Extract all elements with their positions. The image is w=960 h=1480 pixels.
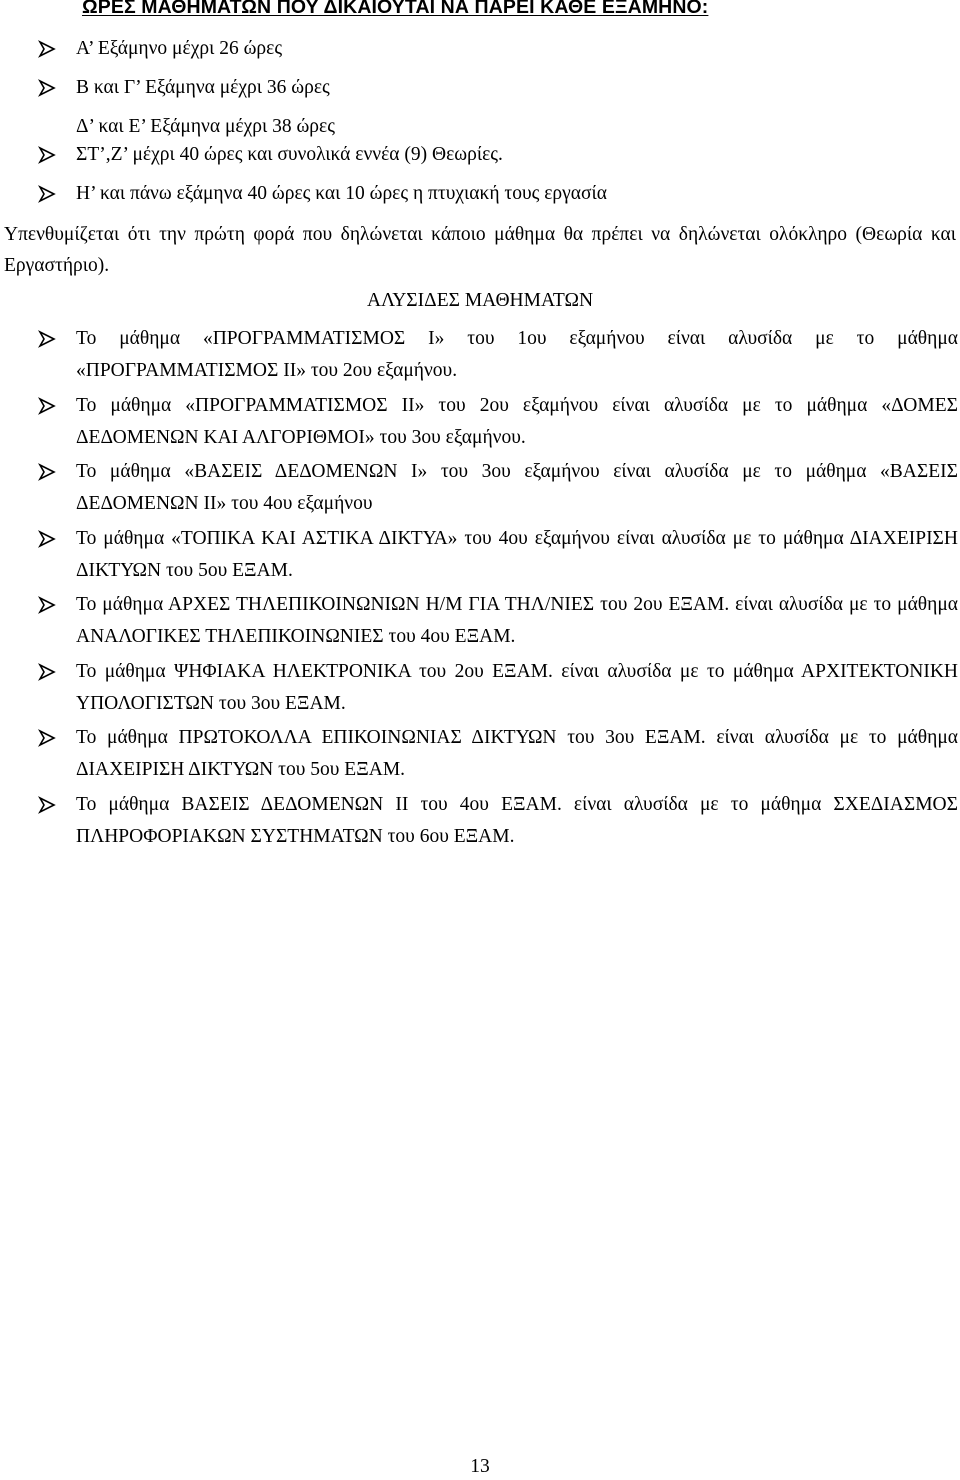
chain-item: Το μάθημα «ΤΟΠΙΚΑ ΚΑΙ ΑΣΤΙΚΑ ΔΙΚΤΥΑ» του 4ου εξαμήνου είναι αλυσίδα με το μάθημα ΔΙΑΧΕΙΡΙΣΗ ΔΙΚΤΥΩΝ του 5ου ΕΞΑΜ. <box>76 528 958 581</box>
hours-item: Δ’ και Ε’ Εξάμηνα μέχρι 38 ώρες <box>76 116 335 137</box>
chain-item: Το μάθημα ΒΑΣΕΙΣ ΔΕΔΟΜΕΝΩΝ ΙΙ του 4ου ΕΞΑΜ. είναι αλυσίδα με το μάθημα ΣΧΕΔΙΑΣΜΟΣ ΠΛΗΡΟΦΟΡΙΑΚΩΝ ΣΥΣΤΗΜΑΤΩΝ του 6ου ΕΞΑΜ. <box>76 794 958 847</box>
chain-item: Το μάθημα «ΒΑΣΕΙΣ ΔΕΔΟΜΕΝΩΝ Ι» του 3ου εξαμήνου είναι αλυσίδα με το μάθημα «ΒΑΣΕΙΣ ΔΕΔΟΜΕΝΩΝ ΙΙ» του 4ου εξαμήνου <box>76 461 958 514</box>
arrowhead-bullet-icon <box>38 663 56 681</box>
arrowhead-bullet-icon <box>38 146 56 164</box>
hours-item: Β και Γ’ Εξάμηνα μέχρι 36 ώρες <box>76 77 330 98</box>
chain-item: Το μάθημα «ΠΡΟΓΡΑΜΜΑΤΙΣΜΟΣ ΙΙ» του 2ου εξαμήνου είναι αλυσίδα με το μάθημα «ΔΟΜΕΣ ΔΕΔΟΜΕΝΩΝ ΚΑΙ ΑΛΓΟΡΙΘΜΟΙ» του 3ου εξαμήνου. <box>76 395 958 448</box>
page-number: 13 <box>470 1456 490 1477</box>
section-heading: ΑΛΥΣΙΔΕΣ ΜΑΘΗΜΑΤΩΝ <box>366 290 594 311</box>
page-title: ΩΡΕΣ ΜΑΘΗΜΑΤΩΝ ΠΟΥ ΔΙΚΑΙΟΥΤΑΙ ΝΑ ΠΑΡΕΙ ΚΑΘΕ ΕΞΑΜΗΝΟ: <box>82 0 709 18</box>
hours-item: Η’ και πάνω εξάμηνα 40 ώρες και 10 ώρες η πτυχιακή τους εργασία <box>76 183 607 204</box>
arrowhead-bullet-icon <box>38 729 56 747</box>
arrowhead-bullet-icon <box>38 530 56 548</box>
chain-item: Το μάθημα ΠΡΩΤΟΚΟΛΛΑ ΕΠΙΚΟΙΝΩΝΙΑΣ ΔΙΚΤΥΩΝ του 3ου ΕΞΑΜ. είναι αλυσίδα με το μάθημα ΔΙΑΧΕΙΡΙΣΗ ΔΙΚΤΥΩΝ του 5ου ΕΞΑΜ. <box>76 727 958 780</box>
chain-item: Το μάθημα ΨΗΦΙΑΚΑ ΗΛΕΚΤΡΟΝΙΚΑ του 2ου ΕΞΑΜ. είναι αλυσίδα με το μάθημα ΑΡΧΙΤΕΚΤΟΝΙΚΗ ΥΠΟΛΟΓΙΣΤΩΝ του 3ου ΕΞΑΜ. <box>76 661 958 714</box>
arrowhead-bullet-icon <box>38 397 56 415</box>
arrowhead-bullet-icon <box>38 40 56 58</box>
reminder-paragraph: Υπενθυμίζεται ότι την πρώτη φορά που δηλώνεται κάποιο μάθημα θα πρέπει να δηλώνεται ολόκληρο (Θεωρία και Εργαστήριο). <box>4 224 956 276</box>
arrowhead-bullet-icon <box>38 463 56 481</box>
arrowhead-bullet-icon <box>38 79 56 97</box>
arrowhead-bullet-icon <box>38 185 56 203</box>
arrowhead-bullet-icon <box>38 796 56 814</box>
chain-item: Το μάθημα «ΠΡΟΓΡΑΜΜΑΤΙΣΜΟΣ Ι» του 1ου εξαμήνου είναι αλυσίδα με το μάθημα «ΠΡΟΓΡΑΜΜΑΤΙΣΜΟΣ ΙΙ» του 2ου εξαμήνου. <box>76 328 958 381</box>
arrowhead-bullet-icon <box>38 596 56 614</box>
chain-item: Το μάθημα ΑΡΧΕΣ ΤΗΛΕΠΙΚΟΙΝΩΝΙΩΝ Η/Μ ΓΙΑ ΤΗΛ/ΝΙΕΣ του 2ου ΕΞΑΜ. είναι αλυσίδα με το μάθημα ΑΝΑΛΟΓΙΚΕΣ ΤΗΛΕΠΙΚΟΙΝΩΝΙΕΣ του 4ου ΕΞΑΜ. <box>76 594 958 647</box>
hours-item: Α’ Εξάμηνο μέχρι 26 ώρες <box>76 38 283 59</box>
arrowhead-bullet-icon <box>38 330 56 348</box>
hours-item: ΣΤ’,Ζ’ μέχρι 40 ώρες και συνολικά εννέα (9) Θεωρίες. <box>76 144 503 165</box>
